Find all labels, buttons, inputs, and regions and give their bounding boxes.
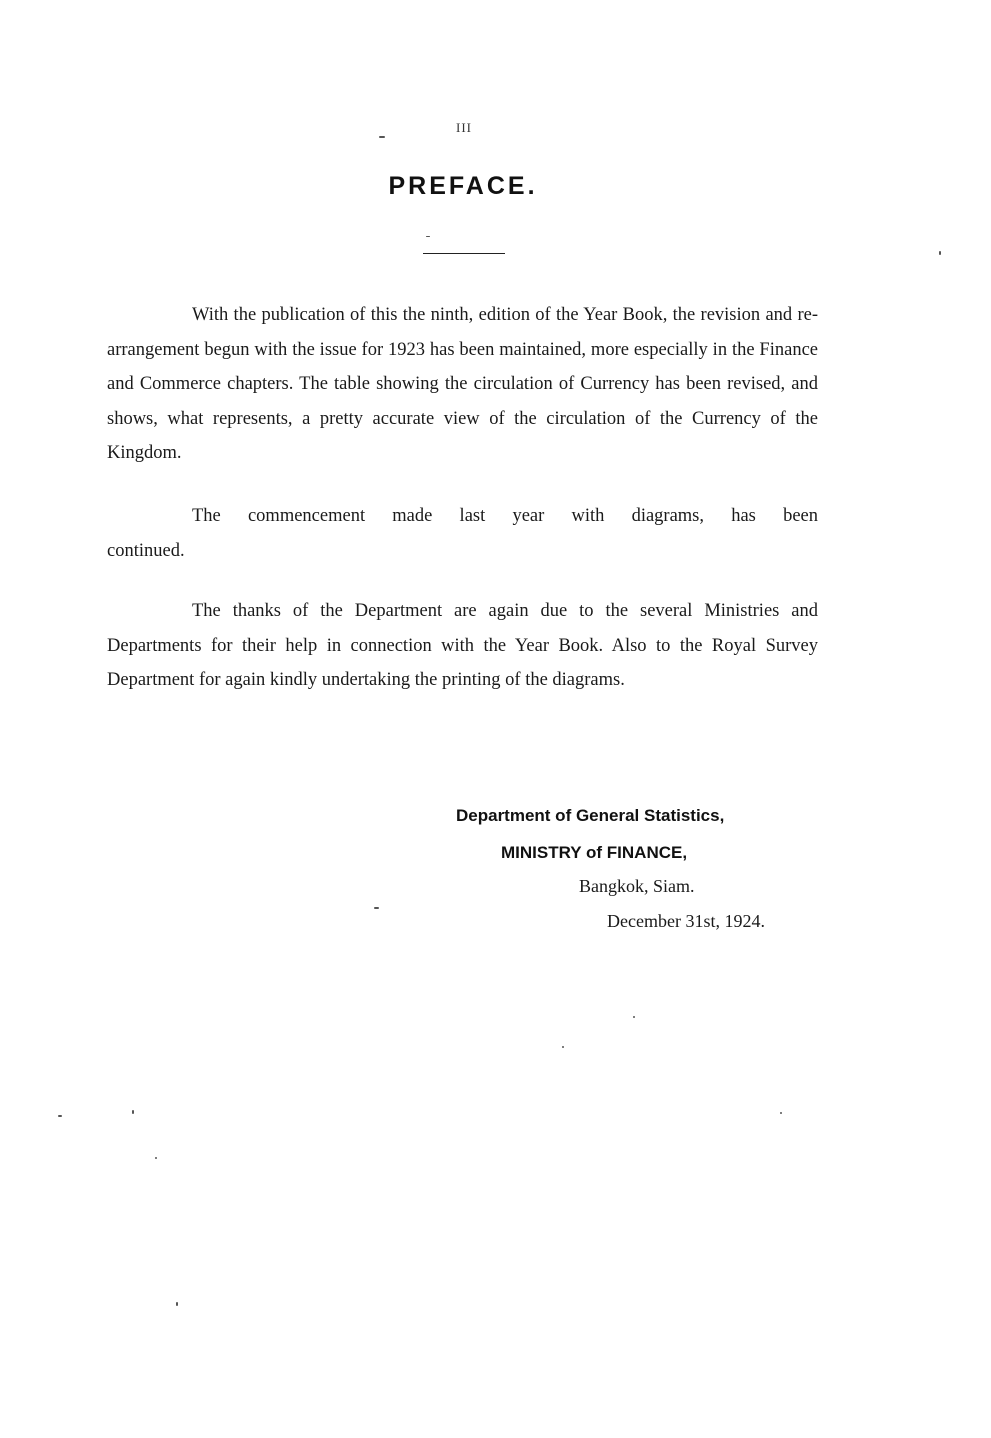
scan-speck [426, 236, 430, 237]
scan-speck [176, 1302, 178, 1306]
paragraph-introduction [107, 298, 818, 471]
paragraph-acknowledgements [107, 594, 818, 698]
paragraph-text: The commencement made last year with diagrams, has been [192, 506, 818, 526]
page-title: PREFACE. [388, 172, 538, 200]
signature-place: Bangkok, Siam. [579, 876, 695, 896]
signature-ministry: MINISTRY of FINANCE, [501, 843, 688, 862]
scan-speck [780, 1112, 782, 1114]
scan-speck [58, 1115, 62, 1117]
signature-date: December 31st, 1924. [607, 911, 765, 931]
scan-speck [374, 907, 379, 909]
paragraph-text: The thanks of the Department are again due to the several Ministries and Departments for their help in connection with the Year Book. Also to the Royal Survey Department for again kindly undertaking the printing of the diagrams. [107, 601, 818, 690]
scan-speck [562, 1046, 564, 1048]
scan-speck [939, 251, 941, 255]
paragraph-text: With the publication of this the ninth, edition of the Year Book, the revision and re-arrangement begun with the issue for 1923 has been maintained, more especially in the Finance and Commerce chapters. The table showing the circulation of Currency has been revised, and shows, what represents, a pretty accurate view of the circulation of the Currency of the Kingdom. [107, 305, 818, 463]
signature-department: Department of General Statistics, [456, 806, 725, 825]
scan-speck [379, 136, 385, 138]
paragraph-diagrams [107, 499, 818, 568]
page-number: III [456, 120, 472, 135]
paragraph-line [107, 499, 818, 534]
title-divider [423, 253, 505, 254]
scan-speck [132, 1110, 134, 1114]
paragraph-text-continued: continued. [107, 540, 185, 561]
scan-speck [633, 1016, 635, 1018]
scan-speck [155, 1157, 157, 1159]
